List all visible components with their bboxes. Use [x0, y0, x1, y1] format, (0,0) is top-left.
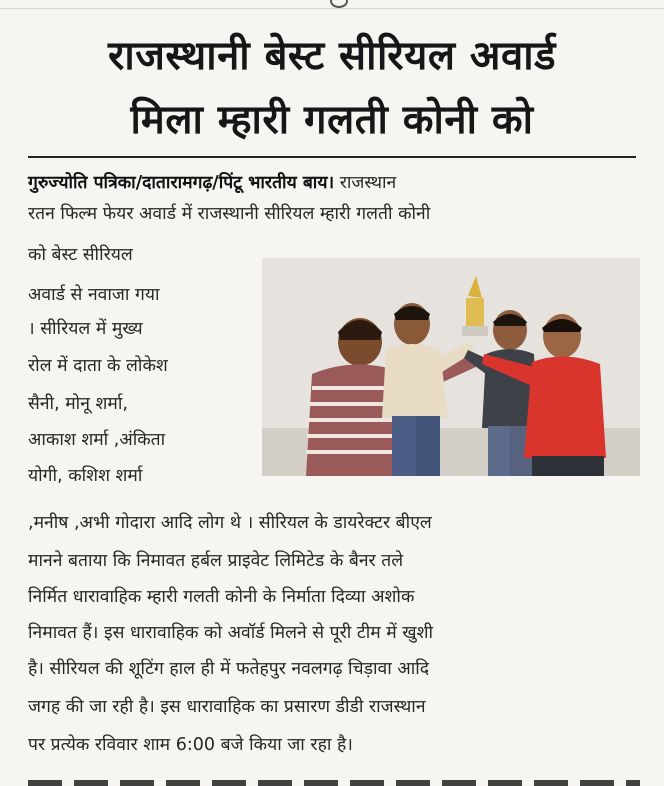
paragraph-line: जगह की जा रही है। इस धारावाहिक का प्रसारण डीडी राजस्थान — [28, 697, 426, 717]
paragraph-text: राजस्थान — [339, 173, 397, 193]
paragraph-line: मानने बताया कि निमावत हर्बल प्राइवेट लिमिटेड के बैनर तले — [28, 551, 404, 571]
paragraph-line: ,मनीष ,अभी गोदारा आदि लोग थे । सीरियल के डायरेक्टर बीएल — [28, 513, 432, 533]
column-line: । सीरियल में मुख्य — [28, 319, 143, 339]
column-line: को बेस्ट सीरियल — [28, 245, 133, 265]
award-group-photo — [262, 258, 640, 476]
previous-article-edge — [0, 0, 664, 9]
paragraph-line-1 — [28, 168, 640, 198]
column-line: आकाश शर्मा ,अंकिता — [28, 430, 166, 450]
headline-line-2: मिला म्हारी गलती कोनी को — [130, 97, 534, 143]
paragraph-line: पर प्रत्येक रविवार शाम 6:00 बजे किया जा रहा है। — [28, 735, 353, 755]
paragraph-line-2: रतन फिल्म फेयर अवार्ड में राजस्थानी सीरियल म्हारी गलती कोनी — [28, 204, 431, 224]
next-article-edge — [28, 772, 640, 786]
byline: गुरुज्योति पत्रिका/दातारामगढ़/पिंटू भारतीय बाय। — [28, 173, 335, 193]
column-line: सैनी, मोनू शर्मा, — [28, 394, 128, 414]
headline-divider — [28, 156, 636, 158]
headline-line-1: राजस्थानी बेस्ट सीरियल अवार्ड — [108, 33, 556, 79]
paragraph-line: निर्मित धारावाहिक म्हारी गलती कोनी के निर्माता दिव्या अशोक — [28, 587, 415, 607]
column-line: रोल में दाता के लोकेश — [28, 356, 168, 376]
paragraph-line: निमावत हैं। इस धारावाहिक को अवॉर्ड मिलने से पूरी टीम में खुशी — [28, 623, 434, 643]
paragraph-line: है। सीरियल की शूटिंग हाल ही में फतेहपुर नवलगढ़ चिड़ावा आदि — [28, 659, 430, 679]
column-line: अवार्ड से नवाजा गया — [28, 285, 160, 305]
cropped-glyph — [330, 0, 348, 8]
column-line: योगी, कशिश शर्मा — [28, 466, 143, 486]
